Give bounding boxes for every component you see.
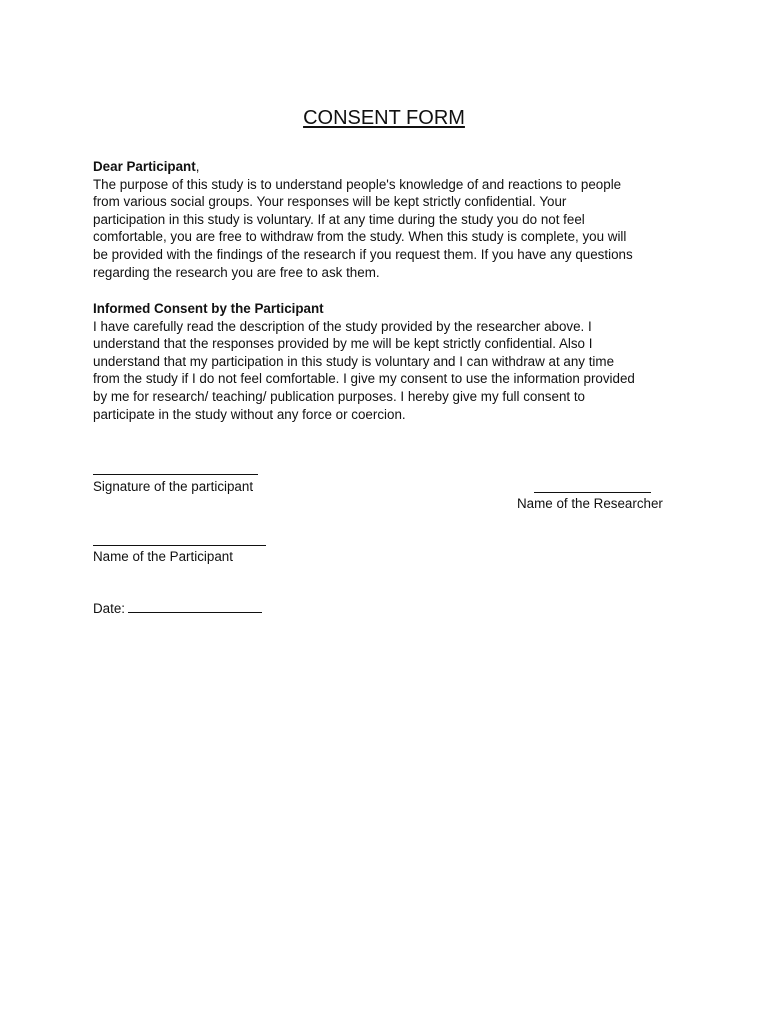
page-title: CONSENT FORM <box>303 107 465 129</box>
researcher-name-line[interactable] <box>534 492 651 493</box>
participant-signature-label: Signature of the participant <box>93 479 254 494</box>
intro-line: be provided with the findings of the research if you request them. If you have any questions <box>93 246 633 262</box>
intro-line: The purpose of this study is to understand people's knowledge of and reactions to people <box>93 176 622 192</box>
salutation-name: Dear Participant <box>93 159 196 174</box>
consent-line: I have carefully read the description of the study provided by the researcher above. I <box>93 318 592 334</box>
consent-line: participate in the study without any force or coercion. <box>93 406 406 422</box>
consent-line: by me for research/ teaching/ publication purposes. I hereby give my full consent to <box>93 388 585 404</box>
date-label: Date: <box>93 601 126 616</box>
researcher-name-label: Name of the Researcher <box>517 496 663 511</box>
consent-paragraph <box>93 318 673 424</box>
date-row <box>93 600 262 617</box>
intro-line: from various social groups. Your responses will be kept strictly confidential. Your <box>93 194 567 210</box>
consent-section <box>93 300 673 423</box>
consent-line: understand that the responses provided by me will be kept strictly confidential. Also I <box>93 336 593 352</box>
intro-line: participation in this study is voluntary. If at any time during the study you do not feel <box>93 211 585 227</box>
consent-line: understand that my participation in this study is voluntary and I can withdraw at any time <box>93 353 615 369</box>
participant-name-line[interactable] <box>93 545 266 546</box>
salutation-comma: , <box>195 159 200 174</box>
intro-paragraph <box>93 176 673 282</box>
participant-signature-line[interactable] <box>93 474 258 475</box>
participant-name-label: Name of the Participant <box>93 549 233 564</box>
consent-line: from the study if I do not feel comfortable. I give my consent to use the information provided <box>93 371 635 387</box>
consent-heading: Informed Consent by the Participant <box>93 301 324 316</box>
intro-section <box>93 158 673 281</box>
intro-line: comfortable, you are free to withdraw from the study. When this study is complete, you will <box>93 229 627 245</box>
date-line[interactable] <box>128 600 262 613</box>
salutation <box>93 158 673 176</box>
intro-line: regarding the research you are free to ask them. <box>93 264 380 280</box>
